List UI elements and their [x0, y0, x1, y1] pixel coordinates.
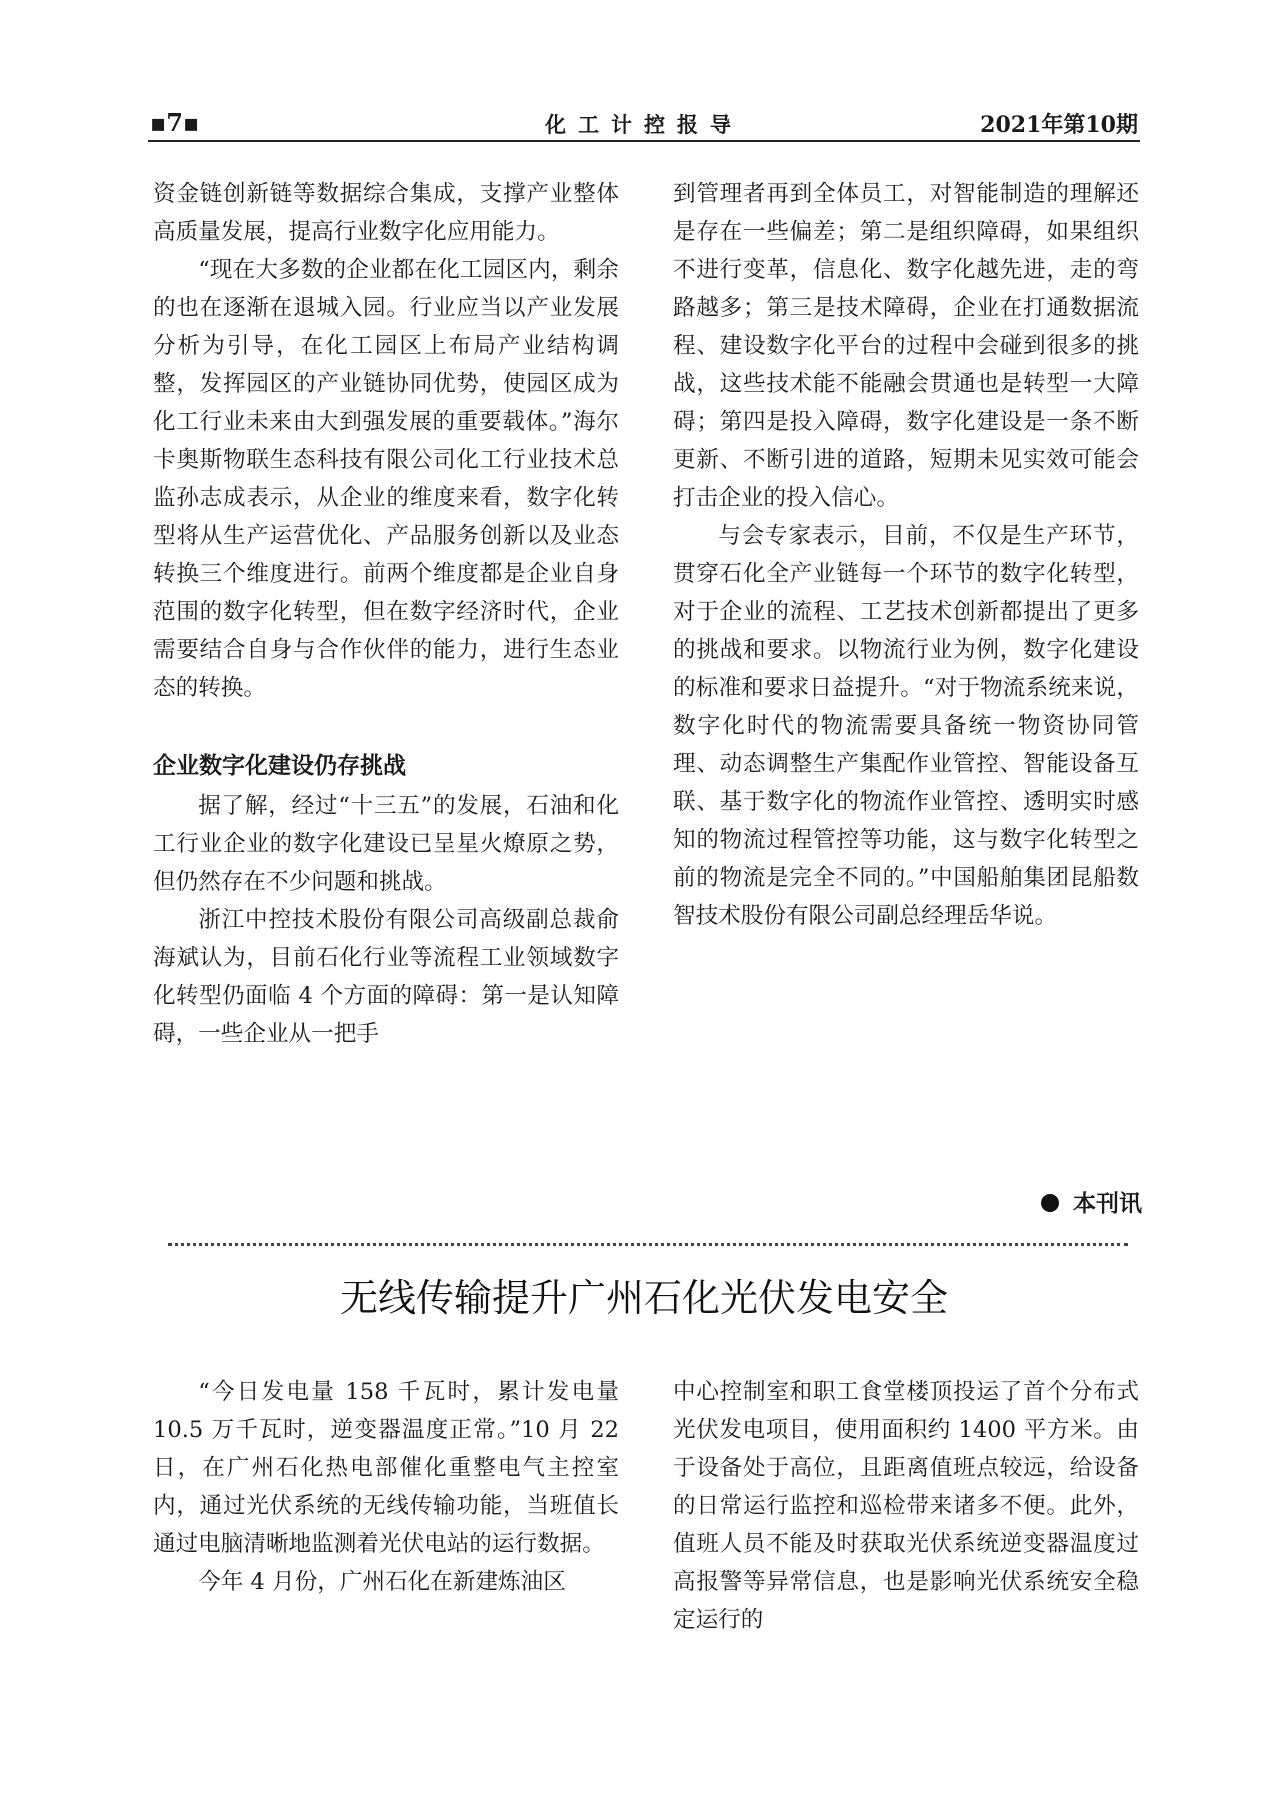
byline-text: 本刊讯 — [1073, 1191, 1142, 1217]
paragraph: 据了解，经过“十三五”的发展，石油和化工行业企业的数字化建设已呈星火燎原之势，但仍然存在不少问题和挑战。 — [153, 793, 619, 895]
article-title: 无线传输提升广州石化光伏发电安全 — [339, 1276, 948, 1320]
paragraph: 中心控制室和职工食堂楼顶投运了首个分布式光伏发电项目，使用面积约 1400 平方米。由于设备处于高位，且距离值班点较远，给设备的日常运行监控和巡检带来诸多不便。此外，值班人员不能及时获取光伏系统逆变器温度过高报警等异常信息，也是影响光伏系统安全稳定运行的 — [673, 1379, 1139, 1633]
issue-label: 2021年第10期 — [980, 112, 1138, 138]
paragraph: 浙江中控技术股份有限公司高级副总裁俞海斌认为，目前石化行业等流程工业领域数字化转型仍面临 4 个方面的障碍：第一是认知障碍，一些企业从一把手 — [153, 907, 619, 1047]
article2-column-left — [153, 1373, 619, 1601]
bullet-dot-icon — [1041, 1194, 1059, 1212]
paragraph: “今日发电量 158 千瓦时，累计发电量 10.5 万千瓦时，逆变器温度正常。”10 月 22 日，在广州石化热电部催化重整电气主控室内，通过光伏系统的无线传输功能，当班值长通过电脑清晰地监测着光伏电站的运行数据。 — [153, 1379, 619, 1557]
article2-column-right — [673, 1373, 1139, 1639]
dotted-divider — [168, 1243, 1128, 1246]
page-number: ▪7▪ — [150, 108, 200, 137]
journal-name: 化工计控报导 — [545, 112, 743, 137]
section-subheading: 企业数字化建设仍存挑战 — [153, 753, 406, 779]
paragraph: 今年 4 月份，广州石化在新建炼油区 — [198, 1569, 566, 1595]
paragraph: 与会专家表示，目前，不仅是生产环节，贯穿石化全产业链每一个环节的数字化转型，对于企业的流程、工艺技术创新都提出了更多的挑战和要求。以物流行业为例，数字化建设的标准和要求日益提升。“对于物流系统来说，数字化时代的物流需要具备统一物资协同管理、动态调整生产集配作业管控、智能设备互联、基于数字化的物流作业管控、透明实时感知的物流过程管控等功能，这与数字化转型之前的物流是完全不同的。”中国船舶集团昆船数智技术股份有限公司副总经理岳华说。 — [673, 523, 1139, 929]
paragraph: 到管理者再到全体员工，对智能制造的理解还是存在一些偏差；第二是组织障碍，如果组织不进行变革，信息化、数字化越先进，走的弯路越多；第三是技术障碍，企业在打通数据流程、建设数字化平台的过程中会碰到很多的挑战，这些技术能不能融会贯通也是转型一大障碍；第四是投入障碍，数字化建设是一条不断更新、不断引进的道路，短期未见实效可能会打击企业的投入信心。 — [673, 181, 1139, 511]
paragraph: 资金链创新链等数据综合集成，支撑产业整体高质量发展，提高行业数字化应用能力。 — [153, 181, 619, 245]
page-header — [148, 104, 1140, 142]
byline — [1041, 1185, 1142, 1218]
article1-column-left — [153, 175, 619, 1053]
paragraph: “现在大多数的企业都在化工园区内，剩余的也在逐渐在退城入园。行业应当以产业发展分析为引导，在化工园区上布局产业结构调整，发挥园区的产业链协同优势，使园区成为化工行业未来由大到强发展的重要载体。”海尔卡奥斯物联生态科技有限公司化工行业技术总监孙志成表示，从企业的维度来看，数字化转型将从生产运营优化、产品服务创新以及业态转换三个维度进行。前两个维度都是企业自身范围的数字化转型，但在数字经济时代，企业需要结合自身与合作伙伴的能力，进行生态业态的转换。 — [153, 257, 619, 701]
article1-column-right — [673, 175, 1139, 935]
